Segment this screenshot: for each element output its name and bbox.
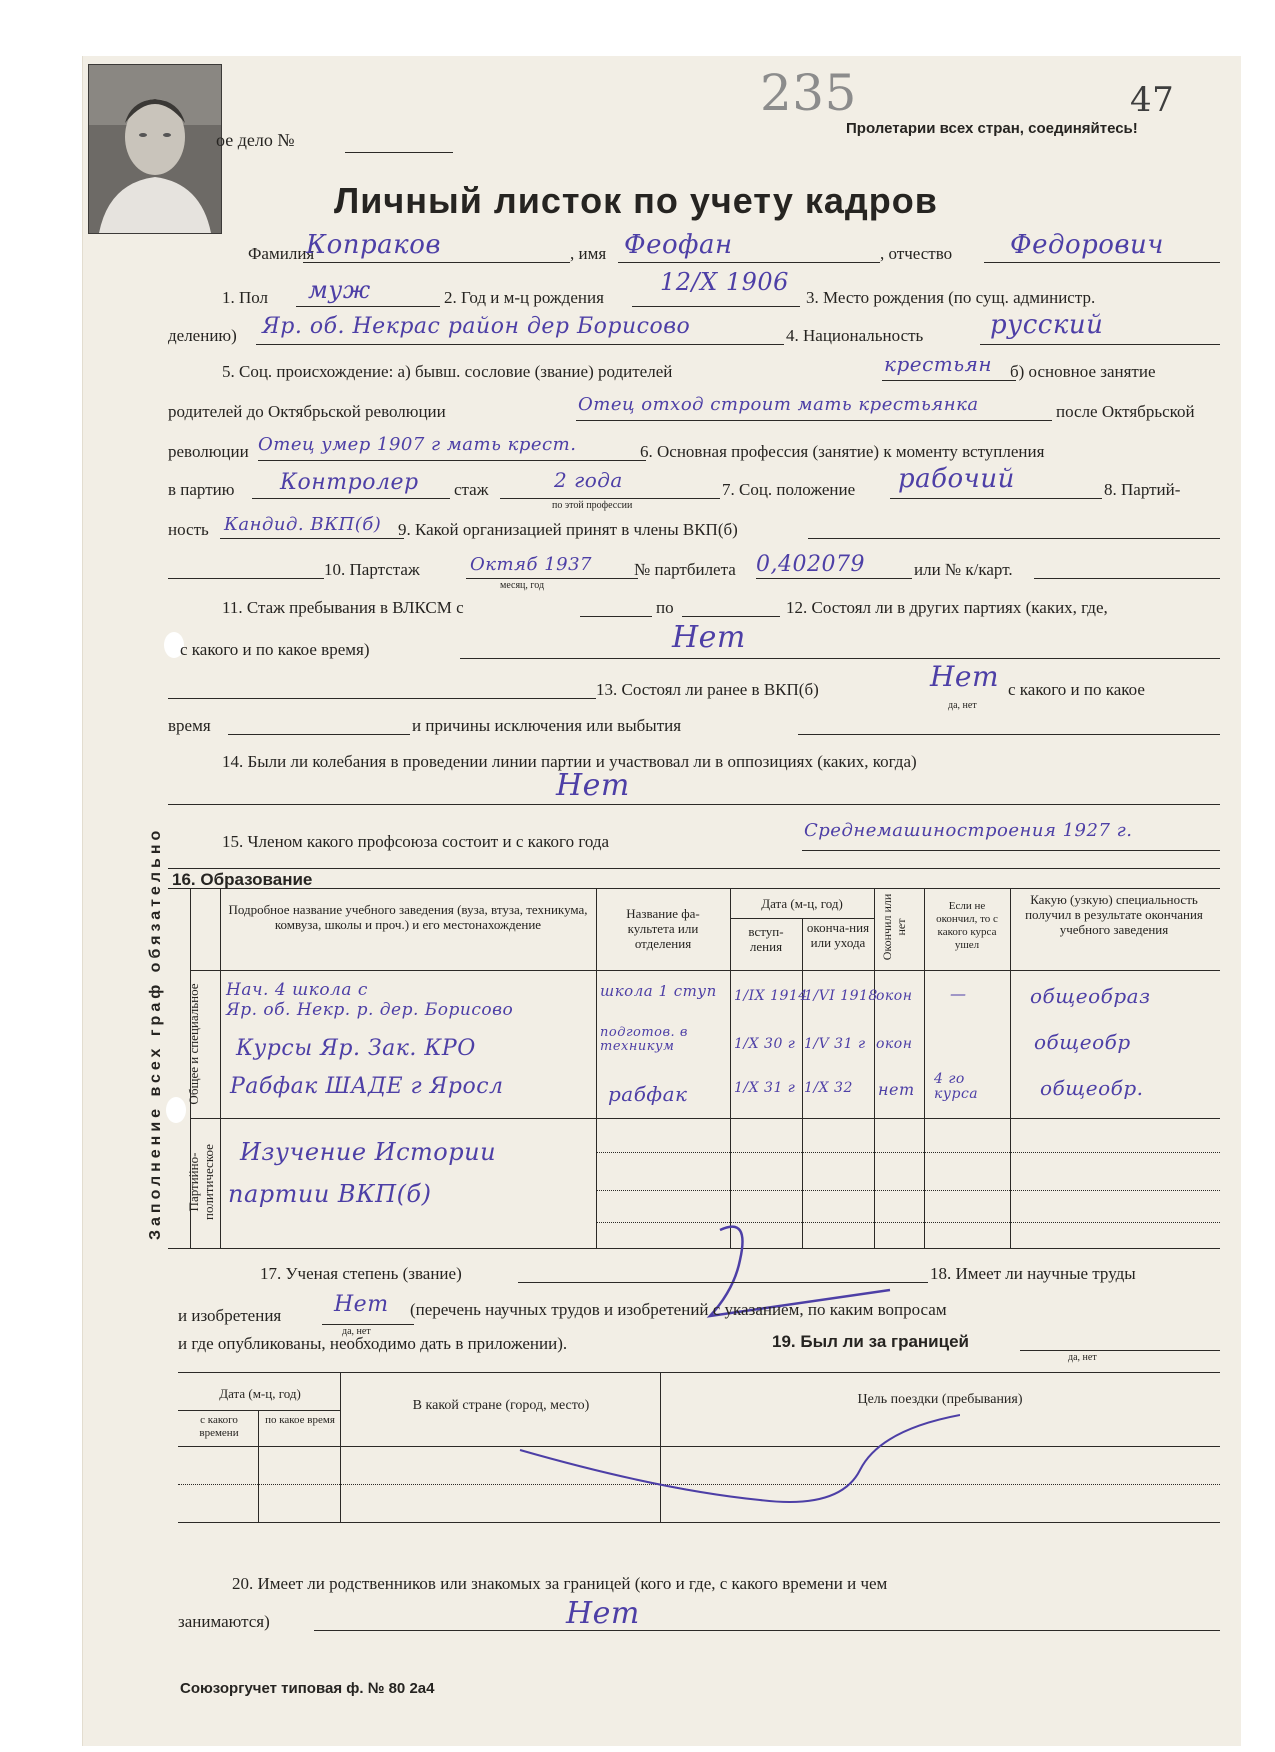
research-list-label: (перечень научных трудов и изобретений с указанием, по каким вопросам (410, 1300, 947, 1319)
origin-label: 5. Соц. происхождение: а) бывш. сословие (звание) родителей (222, 362, 673, 381)
social-status-label: 7. Соц. положение (722, 480, 856, 499)
edu-row-3-course: 4 го курса (934, 1071, 979, 1102)
party-ticket-value: 0,402079 (756, 552, 865, 577)
case-number-label: ое дело № (216, 130, 295, 150)
page-title: Личный листок по учету кадров (334, 180, 938, 221)
portrait-photo (88, 64, 222, 234)
prior-membership-period-label: с какого и по какое (1008, 680, 1145, 699)
name-label: , имя (570, 244, 607, 263)
abroad-to-header: по какое время (265, 1414, 335, 1426)
header-exit: оконча-ния или ухода (806, 920, 870, 950)
admitting-org-label: 9. Какой организацией принят в члены ВКП(б) (398, 520, 738, 539)
origin-occupation-label: б) основное занятие (1010, 362, 1156, 381)
inventions-label: и изобретения (178, 1306, 282, 1325)
header-entry: вступ-ления (748, 924, 784, 954)
abroad-date-header: Дата (м-ц, год) (219, 1386, 301, 1401)
patronymic-label: , отчество (880, 244, 953, 263)
experience-label: стаж (454, 480, 489, 499)
party-tenure-value: Октяб 1937 (470, 554, 593, 575)
header-institution: Подробное название учебного заведения (вуза, втуза, техникума, комвуза, школы и проч.) и его местонахождение (228, 902, 588, 932)
edu-row-3-specialty: общеобр. (1040, 1076, 1144, 1100)
edu-row-1-institution: Нач. 4 школа с (226, 980, 368, 1000)
parents-occupation-before-value: Отец отход строит мать крестьянка (578, 394, 979, 415)
form-number: Союзоргучет типовая ф. № 80 2а4 (180, 1680, 435, 1697)
relatives-abroad-label: 20. Имеет ли родственников или знакомых за границей (кого и где, с какого времени и чем (232, 1574, 888, 1593)
parents-occupation-label: родителей до Октябрьской революции (168, 402, 446, 421)
edu-row-3-entry: 1/X 31 г (734, 1080, 796, 1096)
surname-value: Копраков (306, 230, 441, 260)
experience-note: по этой профессии (552, 500, 633, 511)
edu-row-1-faculty: школа 1 ступ (600, 982, 717, 1000)
edu-row-1-entry: 1/IX 1914 (734, 988, 808, 1004)
party-edu-line-1: Изучение Истории (240, 1138, 497, 1166)
strikethrough-mark (460, 1410, 960, 1520)
research-label: 18. Имеет ли научные труды (930, 1264, 1136, 1283)
edu-row-1-institution-cont: Яр. об. Некр. р. дер. Борисово (226, 1000, 514, 1020)
header-faculty: Название фа-культета или отделения (626, 906, 700, 951)
slogan: Пролетарии всех стран, соединяйтесь! (846, 120, 1138, 137)
edu-row-3-finished: нет (878, 1080, 915, 1099)
research-published-label: и где опубликованы, необходимо дать в приложении). (178, 1334, 568, 1353)
abroad-from-header: с какого времени (199, 1414, 239, 1439)
exclusion-reason-label: и причины исключения или выбытия (412, 716, 682, 735)
opposition-label: 14. Были ли колебания в проведении линии партии и участвовал ли в оппозициях (каких, когда) (222, 752, 917, 771)
abroad-country-header: В какой стране (город, место) (412, 1398, 590, 1413)
other-parties-value: Нет (672, 620, 746, 655)
prior-membership-note: да, нет (948, 700, 977, 711)
header-specialty: Какую (узкую) специальность получил в результате окончания учебного заведения (1025, 892, 1203, 937)
abroad-note: да, нет (1068, 1352, 1097, 1363)
komsomol-to-label: по (656, 598, 674, 617)
binder-hole (166, 1097, 186, 1123)
edu-row-1-exit: 1/VI 1918 (804, 988, 878, 1004)
degree-label: 17. Ученая степень (звание) (260, 1264, 462, 1283)
party-tenure-note: месяц, год (500, 580, 545, 591)
edu-row-2-exit: 1/V 31 г (804, 1036, 866, 1052)
nationality-label: 4. Национальность (786, 326, 924, 345)
after-revolution-label: после Октябрьской (1056, 402, 1195, 421)
research-value: Нет (334, 1292, 389, 1317)
profession-value: Контролер (280, 470, 419, 495)
birthdate-label: 2. Год и м-ц рождения (444, 288, 604, 307)
party-membership-value: Кандид. ВКП(б) (224, 514, 382, 535)
surname-label: Фамилия (248, 244, 315, 263)
revolution-label: революции (168, 442, 249, 461)
education-label: 16. Образование (172, 870, 313, 889)
trade-union-value: Среднемашиностроения 1927 г. (804, 820, 1133, 841)
experience-value: 2 года (554, 468, 623, 492)
edu-row-3-institution: Рабфак ШАДЕ г Яросл (230, 1074, 504, 1099)
edu-row-1-specialty: общеобраз (1030, 984, 1151, 1008)
side-instruction: Заполнение всех граф обязательно (147, 826, 164, 1240)
prior-membership-value: Нет (930, 660, 1000, 693)
birthplace-label-cont: делению) (168, 326, 237, 345)
party-membership-label: 8. Партий- (1104, 480, 1181, 499)
origin-class-value: крестьян (884, 352, 993, 376)
prior-membership-label: 13. Состоял ли ранее в ВКП(б) (596, 680, 819, 699)
group-general: Общее и специальное (186, 983, 201, 1105)
trade-union-label: 15. Членом какого профсоюза состоит и с какого года (222, 832, 610, 851)
edu-row-3-exit: 1/X 32 (804, 1080, 853, 1096)
time-label: время (168, 716, 211, 735)
sheet-number: 47 (1130, 80, 1175, 120)
edu-row-1-course: — (950, 984, 967, 1003)
edu-row-2-finished: окон (876, 1036, 913, 1052)
party-edu-line-2: партии ВКП(б) (228, 1180, 432, 1208)
komsomol-label: 11. Стаж пребывания в ВЛКСМ с (222, 598, 464, 617)
social-status-value: рабочий (898, 464, 1015, 494)
party-entry-label: в партию (168, 480, 235, 499)
name-value: Феофан (624, 230, 733, 260)
opposition-value: Нет (556, 768, 630, 803)
parents-occupation-after-value: Отец умер 1907 г мать крест. (258, 434, 577, 455)
abroad-purpose-header: Цель поездки (пребывания) (857, 1392, 1023, 1407)
nationality-value: русский (990, 310, 1104, 340)
party-ticket-label: № партбилета (634, 560, 736, 579)
header-course: Если не окончил, то с какого курса ушел (936, 900, 998, 951)
edu-row-2-specialty: общеобр (1034, 1030, 1131, 1054)
other-parties-label: 12. Состоял ли в других партиях (каких, где, (786, 598, 1108, 617)
party-membership-label-cont: ность (168, 520, 209, 539)
party-tenure-label: 10. Партстаж (324, 560, 420, 579)
edu-row-2-institution: Курсы Яр. Зак. КРО (236, 1036, 476, 1061)
abroad-label: 19. Был ли за границей (772, 1332, 969, 1351)
sex-label: 1. Пол (222, 288, 269, 307)
edu-row-1-finished: окон (876, 988, 913, 1004)
card-label: или № к/карт. (914, 560, 1013, 579)
header-date: Дата (м-ц, год) (761, 896, 843, 911)
profession-label: 6. Основная профессия (занятие) к моменту вступления (640, 442, 1045, 461)
relatives-abroad-value: Нет (566, 1596, 640, 1631)
birthplace-label: 3. Место рождения (по сущ. администр. (806, 288, 1096, 307)
group-party: Партийно-политическое (186, 1144, 216, 1220)
header-finished: Окончил или нет (880, 893, 908, 961)
research-note: да, нет (342, 1326, 371, 1337)
sex-value: муж (308, 276, 371, 304)
other-parties-label-cont: с какого и по какое время) (180, 640, 370, 659)
case-number-line (345, 152, 453, 153)
edu-row-2-entry: 1/X 30 г (734, 1036, 796, 1052)
birthplace-value: Яр. об. Некрас район дер Борисово (262, 314, 691, 339)
edu-row-3-faculty: рабфак (608, 1082, 688, 1106)
relatives-abroad-label-cont: занимаются) (178, 1612, 270, 1631)
edu-row-2-faculty: подготов. в техникум (600, 1025, 688, 1054)
patronymic-value: Федорович (1010, 230, 1164, 260)
archive-number: 235 (760, 64, 857, 122)
birthdate-value: 12/X 1906 (660, 268, 789, 296)
